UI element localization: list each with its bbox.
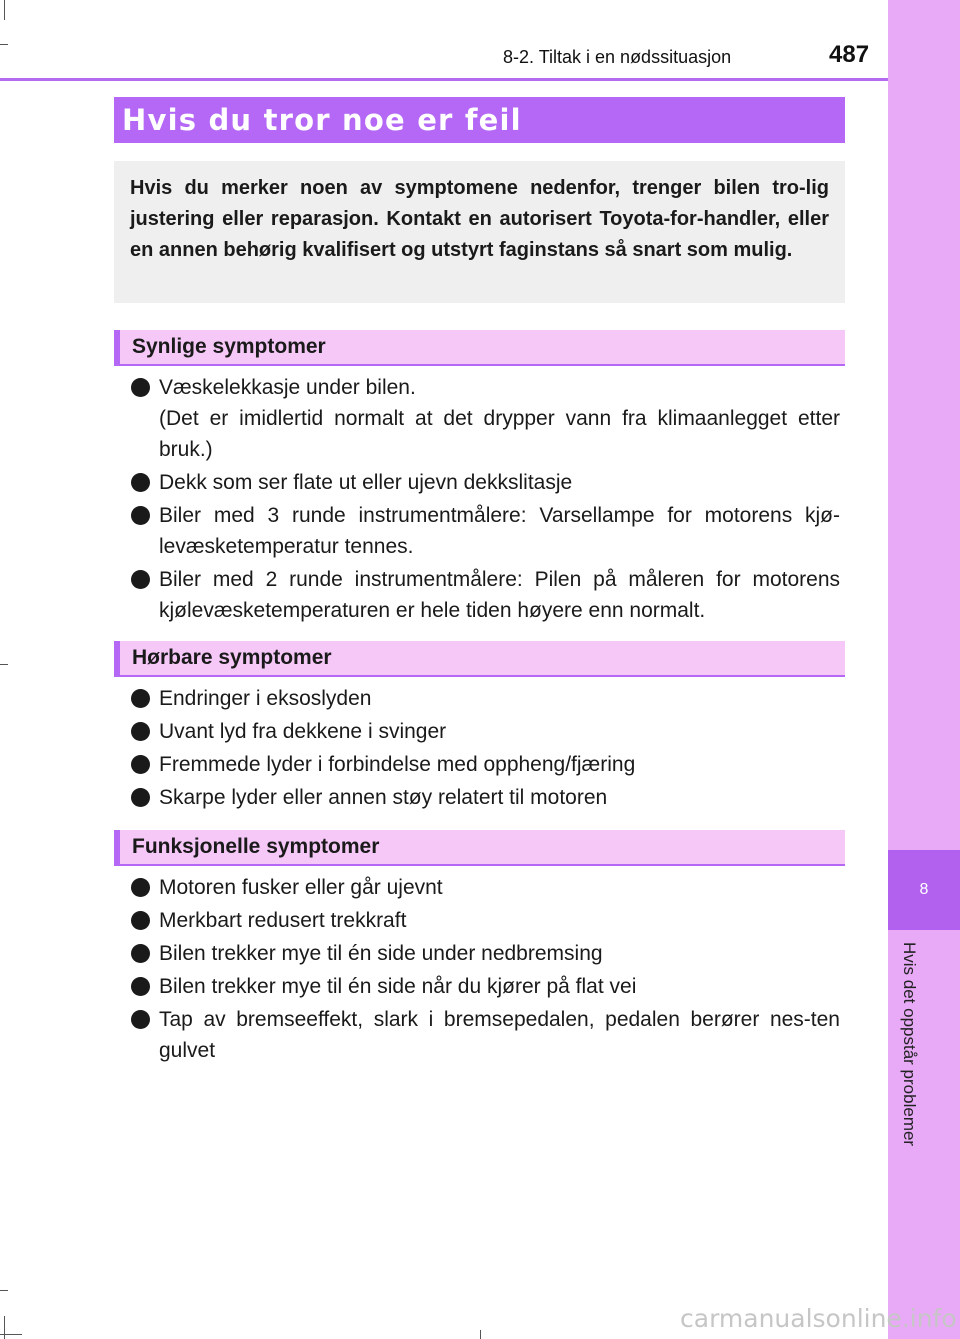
header-rule (0, 78, 888, 81)
page-title: Hvis du tror noe er feil (114, 97, 845, 143)
list-item-text: Merkbart redusert trekkraft (159, 909, 407, 932)
list-item (130, 938, 840, 969)
list-visible-symptoms (130, 372, 840, 628)
list-functional-symptoms (130, 872, 840, 1068)
list-item-text: Skarpe lyder eller annen støy relatert til motoren (159, 786, 608, 809)
section-heading-functional: Funksjonelle symptomer (114, 830, 845, 866)
crop-mark (0, 44, 8, 45)
list-item (130, 564, 840, 626)
list-item (130, 683, 840, 714)
bullet-icon (131, 506, 150, 525)
list-item (130, 716, 840, 747)
list-item-text: Biler med 2 runde instrumentmålere: Pilen på måleren for motorens kjølevæsketemperaturen er hele tiden høyere enn normalt. (159, 568, 840, 622)
crop-mark (0, 1290, 8, 1291)
list-item-note: (Det er imidlertid normalt at det drypper vann fra klimaanlegget etter bruk.) (159, 407, 840, 461)
crop-mark (0, 664, 8, 665)
bullet-icon (131, 911, 150, 930)
bullet-icon (131, 944, 150, 963)
list-item (130, 500, 840, 562)
list-item-text: Biler med 3 runde instrumentmålere: Varsellampe for motorens kjø-levæsketemperatur tennes. (159, 504, 840, 558)
list-item (130, 782, 840, 813)
list-item (130, 905, 840, 936)
crop-mark (0, 1334, 22, 1335)
list-item-text: Bilen trekker mye til én side når du kjører på flat vei (159, 975, 637, 998)
crop-mark (4, 0, 5, 20)
bullet-icon (131, 788, 150, 807)
bullet-icon (131, 977, 150, 996)
chapter-number: 8 (888, 850, 960, 930)
crop-mark (480, 1330, 481, 1339)
watermark: carmanualsonline.info (680, 1304, 957, 1333)
list-item-text: Endringer i eksoslyden (159, 687, 372, 710)
section-heading-audible: Hørbare symptomer (114, 641, 845, 677)
list-item-text: Motoren fusker eller går ujevnt (159, 876, 443, 899)
bullet-icon (131, 378, 150, 397)
list-item (130, 1004, 840, 1066)
list-item (130, 467, 840, 498)
list-item (130, 872, 840, 903)
list-item-text: Tap av bremseeffekt, slark i bremsepedalen, pedalen berører nes-ten gulvet (159, 1008, 840, 1062)
list-item-text: Fremmede lyder i forbindelse med oppheng/fjæring (159, 753, 636, 776)
chapter-label: Hvis det oppstår problemer (900, 942, 919, 1147)
bullet-icon (131, 570, 150, 589)
bullet-icon (131, 755, 150, 774)
bullet-icon (131, 473, 150, 492)
list-item (130, 372, 840, 465)
list-item-text: Væskelekkasje under bilen. (159, 376, 416, 399)
bullet-icon (131, 689, 150, 708)
list-item (130, 971, 840, 1002)
list-item-text: Bilen trekker mye til én side under nedbremsing (159, 942, 603, 965)
bullet-icon (131, 722, 150, 741)
page-number: 487 (829, 41, 870, 68)
intro-box: Hvis du merker noen av symptomene nedenfor, trenger bilen tro-lig justering eller reparasjon. Kontakt en autorisert Toyota-for-handler, eller en annen behørig kvalifisert og utstyrt faginstans så snart som mulig. (114, 161, 845, 303)
bullet-icon (131, 1010, 150, 1029)
section-header: 8-2. Tiltak i en nødssituasjon (503, 47, 732, 67)
section-heading-visible: Synlige symptomer (114, 330, 845, 366)
list-item-text: Dekk som ser flate ut eller ujevn dekkslitasje (159, 471, 573, 494)
list-item-text: Uvant lyd fra dekkene i svinger (159, 720, 447, 743)
list-audible-symptoms (130, 683, 840, 815)
list-item (130, 749, 840, 780)
bullet-icon (131, 878, 150, 897)
crop-mark (4, 1316, 5, 1339)
